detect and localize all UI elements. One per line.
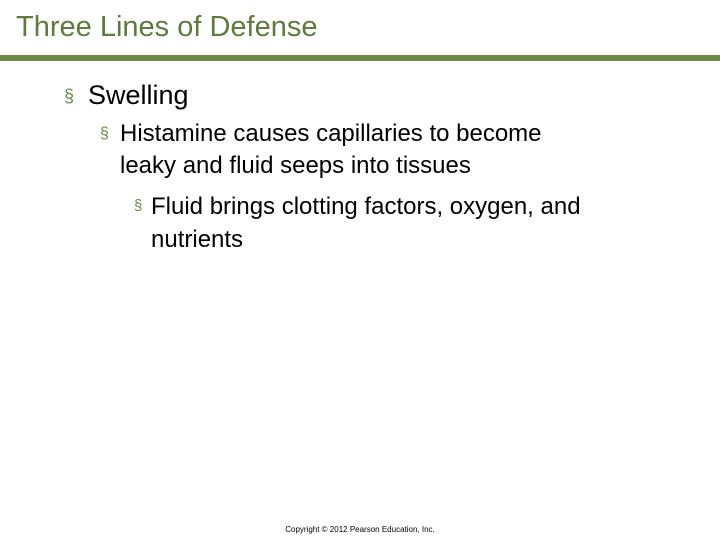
slide-title: Three Lines of Defense [16,11,318,43]
title-divider [0,55,720,61]
copyright-footer: Copyright © 2012 Pearson Education, Inc. [285,525,435,534]
bullet-text-level-1: Swelling [88,80,189,110]
bullet-text-level-2: Histamine causes capillaries to become leaky and fluid seeps into tissues [120,120,542,179]
bullet-text-level-3: Fluid brings clotting factors, oxygen, and nutrients [151,193,581,253]
bullet-marker-level-2: § [100,125,109,142]
bullet-marker-level-1: § [64,86,75,106]
bullet-marker-level-3: § [134,197,143,214]
